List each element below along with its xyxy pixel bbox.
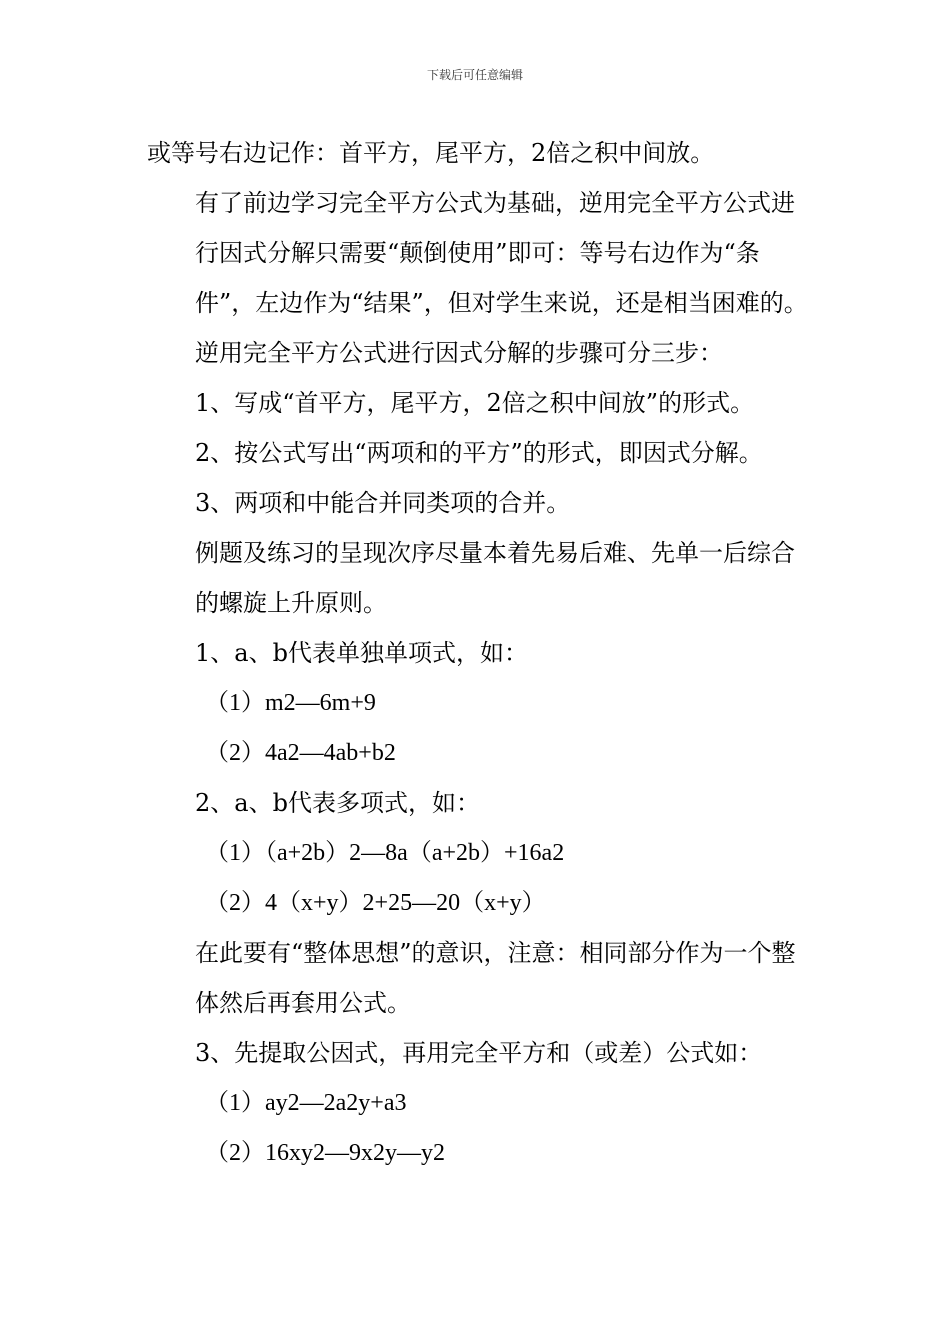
paragraph: 例题及练习的呈现次序尽量本着先易后难、先单一后综合的螺旋上升原则。 bbox=[195, 539, 795, 617]
formula-line: （1）（a+2b）2—8a（a+2b）+16a2 bbox=[205, 840, 565, 866]
list-item: 1、a、b代表单独单项式，如： bbox=[195, 639, 528, 667]
list-item: 2、a、b代表多项式，如： bbox=[195, 789, 480, 817]
list-item: 1、写成“首平方，尾平方，2倍之积中间放”的形式。 bbox=[195, 389, 755, 417]
formula-line: （2）4a2—4ab+b2 bbox=[205, 740, 396, 766]
body-text bbox=[147, 128, 817, 1178]
page-header: 下载后可任意编辑 bbox=[426, 68, 523, 82]
paragraph: 有了前边学习完全平方公式为基础，逆用完全平方公式进行因式分解只需要“颠倒使用”即可：等号右边作为“条件”，左边作为“结果”，但对学生来说，还是相当困难的。 bbox=[195, 189, 808, 317]
paragraph: 在此要有“整体思想”的意识，注意：相同部分作为一个整体然后再套用公式。 bbox=[195, 939, 796, 1017]
paragraph: 逆用完全平方公式进行因式分解的步骤可分三步： bbox=[195, 339, 723, 367]
formula-line: （2）16xy2—9x2y—y2 bbox=[205, 1140, 445, 1166]
formula-line: （1）ay2—2a2y+a3 bbox=[205, 1090, 407, 1116]
formula-line: （1）m2—6m+9 bbox=[205, 690, 376, 716]
paragraph: 或等号右边记作：首平方，尾平方，2倍之积中间放。 bbox=[147, 139, 715, 167]
list-item: 2、按公式写出“两项和的平方”的形式，即因式分解。 bbox=[195, 439, 763, 467]
list-item: 3、先提取公因式，再用完全平方和（或差）公式如： bbox=[195, 1039, 763, 1067]
list-item: 3、两项和中能合并同类项的合并。 bbox=[195, 489, 571, 517]
formula-line: （2）4（x+y）2+25—20（x+y） bbox=[205, 890, 546, 916]
